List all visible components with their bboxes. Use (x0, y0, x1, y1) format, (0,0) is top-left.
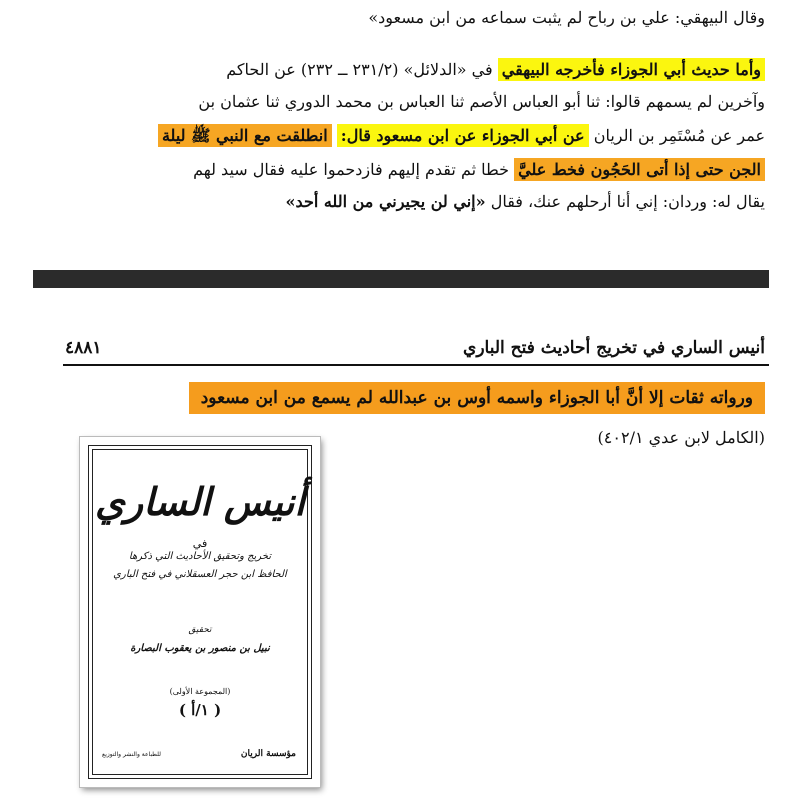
cover-publisher-tagline: للطباعة والنشر والتوزيع (102, 751, 161, 758)
highlight-orange: ورواته ثقات إلا أنَّ أبا الجوزاء واسمه أوس بن عبدالله لم يسمع من ابن مسعود (189, 382, 765, 414)
page-number: ٤٨٨١ (65, 338, 102, 358)
excerpt-line-5 (193, 158, 765, 182)
highlight-orange: انطلقت مع النبي ﷺ ليلة (158, 124, 332, 147)
hadith-quote: «إني لن يجيرني من الله أحد» (285, 192, 486, 211)
excerpt-text: عمر عن مُسْتَمِر بن الريان (593, 126, 765, 145)
cover-subtitle-2: الحافظ ابن حجر العسقلاني في فتح الباري (113, 569, 287, 580)
cover-tahqiq: تحقيق (188, 625, 212, 635)
highlight-yellow: وأما حديث أبي الجوزاء فأخرجه البيهقي (498, 58, 765, 81)
bottom-line-2: (الكامل لابن عدي ٤٠٢/١) (597, 428, 765, 447)
highlight-yellow: عن أبي الجوزاء عن ابن مسعود قال: (337, 124, 589, 147)
excerpt-text: خطا ثم تقدم إليهم فازدحموا عليه فقال سيد لهم (193, 160, 510, 179)
highlight-orange: الجن حتى إذا أتى الحَجُون فخط عليَّ (514, 158, 765, 181)
excerpt-line-6 (286, 190, 765, 214)
divider-bar (33, 270, 769, 288)
cover-title: أنيس الساري (95, 479, 305, 524)
excerpt-text: يقال له: وردان: إني أنا أرحلهم عنك، فقال (490, 192, 765, 211)
excerpt-line-2 (226, 58, 765, 82)
cover-volume-label: (المجموعة الأولى) (169, 687, 231, 696)
cover-subtitle-1: تخريج وتحقيق الأحاديث التي ذكرها (128, 551, 272, 562)
excerpt-line-3: وآخرين لم يسمهم قالوا: ثنا أبو العباس الأصم ثنا العباس بن محمد الدوري ثنا عثمان بن (198, 92, 765, 111)
bottom-line-1 (189, 386, 765, 410)
cover-author: نبيل بن منصور بن يعقوب البصارة (130, 643, 270, 654)
running-header-title: أنيس الساري في تخريج أحاديث فتح الباري (463, 338, 765, 358)
excerpt-text: في «الدلائل» (٢٣١/٢ ــ ٢٣٢) عن الحاكم (226, 60, 493, 79)
excerpt-line-4 (158, 124, 765, 148)
cover-volume: ( ١/أ ) (178, 701, 222, 719)
excerpt-line-1: وقال البيهقي: علي بن رباح لم يثبت سماعه من ابن مسعود» (368, 8, 765, 27)
header-rule (63, 364, 769, 366)
cover-publisher: مؤسسة الريان (240, 749, 296, 759)
book-cover-image (80, 437, 320, 787)
cover-fi: في (192, 537, 208, 550)
